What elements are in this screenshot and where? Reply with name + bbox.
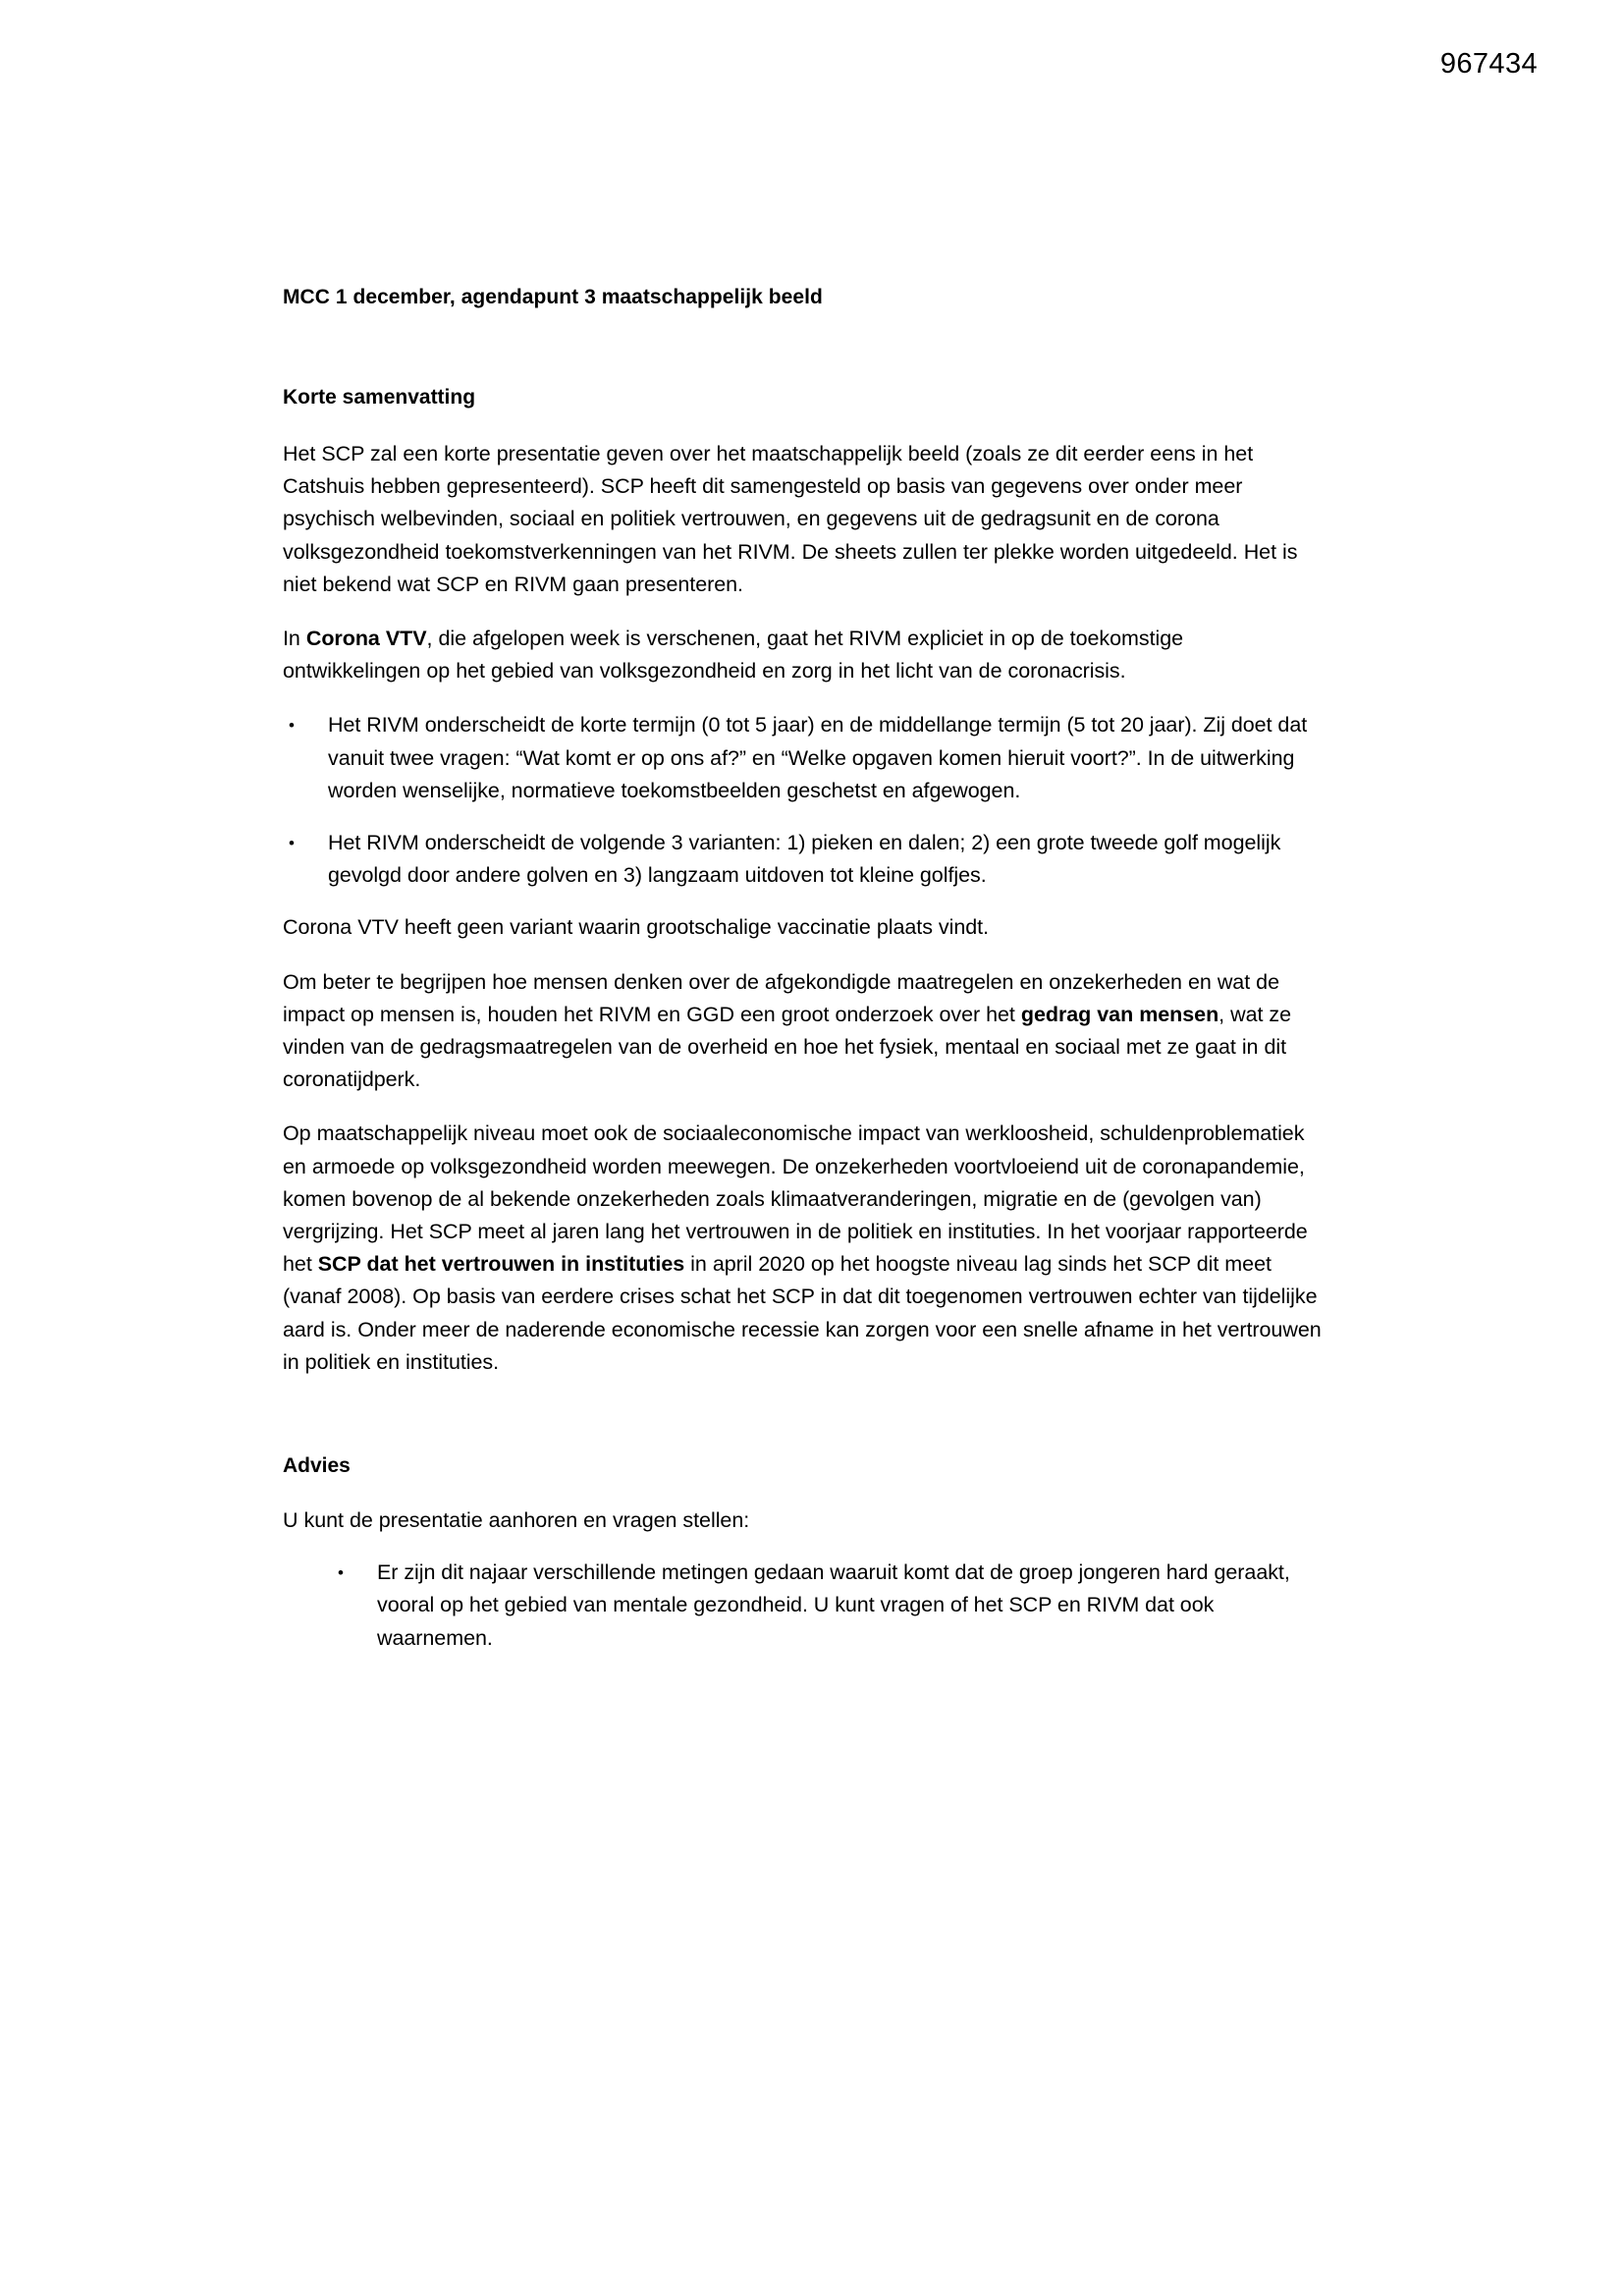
list-item-text: Het RIVM onderscheidt de korte termijn (0 tot 5 jaar) en de middellange termijn (5 tot 20 jaar). Zij doet dat vanuit twee vragen: “Wat komt er op ons af?” en “Welke opgaven komen hieruit voort?”. In de uitwerking worden wenselijke, normatieve toekomstbeelden geschetst en afgewogen. — [328, 713, 1308, 802]
summary-paragraph-1: Het SCP zal een korte presentatie geven over het maatschappelijk beeld (zoals ze dit eerder eens in het Catshuis hebben gepresenteerd). SCP heeft dit samengesteld op basis van gegevens over onder meer psychisch welbevinden, sociaal en politiek vertrouwen, en gegevens uit de gedragsunit en de corona volksgezondheid toekomstverkenningen van het RIVM. De sheets zullen ter plekke worden uitgedeeld. Het is niet bekend wat SCP en RIVM gaan presenteren. — [283, 442, 1298, 596]
list-item-text: Er zijn dit najaar verschillende metingen gedaan waaruit komt dat de groep jongeren hard geraakt, vooral op het gebied van mentale gezondheid. U kunt vragen of het SCP en RIVM dat ook waarnemen. — [377, 1560, 1290, 1650]
summary-paragraph-5-part2: in april 2020 op het hoogste niveau lag sinds het SCP dit meet (vanaf 2008). Op basis van eerdere crises schat het SCP in dat dit toegenomen vertrouwen echter van tijdelijke aard is. Onder meer de naderende economische recessie kan zorgen voor een snelle afname in het vertrouwen in politiek en instituties. — [283, 1252, 1322, 1374]
summary-paragraph-3: Corona VTV heeft geen variant waarin grootschalige vaccinatie plaats vindt. — [283, 915, 990, 940]
summary-paragraph-4-part1: Om beter te begrijpen hoe mensen denken over de afgekondigde maatregelen en onzekerheden en wat de impact op mensen is, houden het RIVM en GGD een groot onderzoek over het — [283, 969, 1279, 1026]
summary-paragraph-5 — [283, 1118, 1324, 1379]
page-title: MCC 1 december, agendapunt 3 maatschappelijk beeld — [283, 286, 823, 308]
summary-paragraph-2-rest: , die afgelopen week is verschenen, gaat het RIVM expliciet in op de toekomstige ontwikkelingen op het gebied van volksgezondheid en zorg in het licht van de coronacrisis. — [283, 627, 1184, 683]
document-number: 967434 — [1439, 48, 1538, 80]
list-item — [283, 827, 1324, 892]
summary-paragraph-2 — [283, 623, 1324, 687]
summary-bullet-list — [283, 709, 1324, 892]
summary-paragraph-2-lead: In — [283, 627, 306, 651]
list-item-text: Het RIVM onderscheidt de volgende 3 varianten: 1) pieken en dalen; 2) een grote tweede golf mogelijk gevolgd door andere golven en 3) langzaam uitdoven tot kleine golfjes. — [328, 831, 1281, 888]
document-body — [283, 283, 1324, 1674]
section-heading-korte-samenvatting: Korte samenvatting — [283, 386, 476, 409]
list-item — [283, 709, 1324, 807]
summary-paragraph-5-part1: Op maatschappelijk niveau moet ook de sociaaleconomische impact van werkloosheid, schuldenproblematiek en armoede op volksgezondheid worden meewegen. De onzekerheden voortvloeiend uit de coronapandemie, komen bovenop de al bekende onzekerheden zoals klimaatveranderingen, migratie en de (gevolgen van) vergrijzing. Het SCP meet al jaren lang het vertrouwen in de politiek en instituties. In het voorjaar rapporteerde het — [283, 1121, 1308, 1277]
section-heading-advies: Advies — [283, 1454, 351, 1478]
advies-bullet-list — [332, 1557, 1324, 1655]
bullet-icon: • — [289, 834, 295, 853]
summary-paragraph-2-emphasis: Corona VTV — [305, 627, 427, 651]
summary-paragraph-5-emphasis: SCP dat het vertrouwen in instituties — [317, 1252, 685, 1277]
bullet-icon: • — [289, 716, 295, 736]
section-spacer — [283, 1400, 1324, 1451]
summary-paragraph-4-emphasis: gedrag van mensen — [1020, 1002, 1219, 1026]
summary-paragraph-4-part2: , wat ze vinden van de gedragsmaatregelen van de overheid en hoe het fysiek, mentaal en sociaal met ze gaat in dit coronatijdperk. — [283, 1002, 1292, 1092]
bullet-icon: • — [338, 1563, 344, 1583]
list-item — [332, 1557, 1324, 1655]
advies-intro-paragraph: U kunt de presentatie aanhoren en vragen stellen: — [283, 1508, 750, 1533]
summary-paragraph-4 — [283, 966, 1324, 1097]
